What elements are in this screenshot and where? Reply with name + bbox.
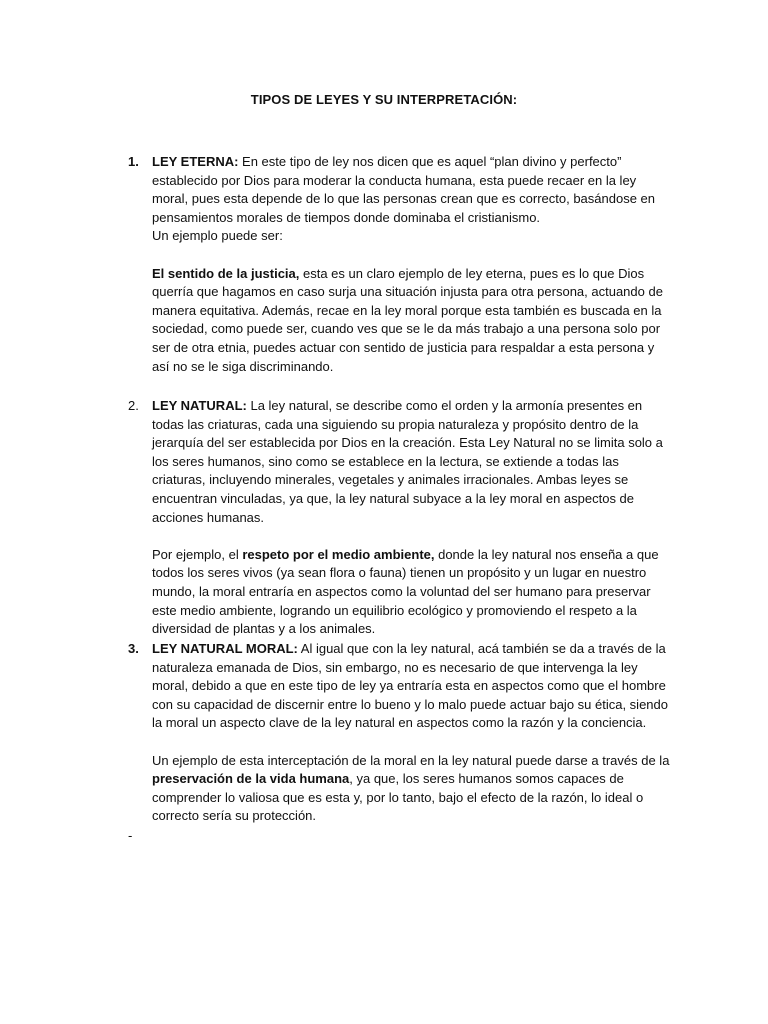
example-pre: Un ejemplo de esta interceptación de la moral en la ley natural puede darse a través de la xyxy=(152,752,670,768)
item-text: En este tipo de ley nos dicen que es aquel “plan divino y perfecto” establecido por Dios para moderar la conducta humana, esta puede recaer en la ley moral, pues esta depende de lo que las personas crean que es correcto, basándose en pensamientos morales de tiempos donde dominaba el cristianismo. xyxy=(152,154,656,225)
example-highlight: respeto por el medio ambiente, xyxy=(242,546,435,562)
item-text: La ley natural, se describe como el orden y la armonía presentes en todas las criaturas, cada una siguiendo su propia naturaleza y propósito dentro de la jerarquía del ser establecida por Dios en la creación. Esta Ley Natural no se limita solo a los seres humanos, sino como se establece en la lectura, se extiende a todas las criaturas, incluyendo minerales, vegetales y animales irracionales. Ambas leyes se encuentran vinculadas, ya que, la ley natural subyace a la ley moral en aspectos de acciones humanas. xyxy=(152,398,663,525)
list-item-ley-natural xyxy=(128,397,672,639)
item-number: 2. xyxy=(128,398,139,413)
item-heading: LEY ETERNA: xyxy=(152,154,239,169)
item-number: 1. xyxy=(128,154,139,169)
example-highlight: El sentido de la justicia, xyxy=(152,265,300,281)
document-title: TIPOS DE LEYES Y SU INTERPRETACIÓN: xyxy=(250,92,518,107)
item-number: 3. xyxy=(128,641,139,656)
example-text: esta es un claro ejemplo de ley eterna, pues es lo que Dios querría que hagamos en caso surja una situación injusta para otra persona, actuando de manera equitativa. Además, recae en la ley moral porque esta también es buscada en la sociedad, como puede ser, cuando ves que se le da más trabajo a una persona solo por ser de otra etnia, puedes actuar con sentido de justicia para respaldar a esta persona y así no se le siga discriminando. xyxy=(152,265,663,374)
item-text: Al igual que con la ley natural, acá también se da a través de la naturaleza emanada de Dios, sin embargo, no es necesario de que intervenga la ley moral, debido a que en este tipo de ley ya entraría esta en aspectos como que el hombre con su capacidad de discernir entre lo bueno y lo malo puede actuar bajo su ética, siendo la moral un aspecto clave de la ley natural en aspectos como la razón y la conciencia. xyxy=(152,641,668,731)
item-example xyxy=(152,265,672,377)
item-heading: LEY NATURAL: xyxy=(152,398,247,413)
list-item-ley-natural-moral xyxy=(128,640,672,826)
item-heading: LEY NATURAL MORAL: xyxy=(152,641,298,656)
example-highlight: preservación de la vida humana xyxy=(152,771,350,787)
example-pre: Por ejemplo, el xyxy=(152,546,243,562)
item-example xyxy=(152,752,672,826)
item-line: Un ejemplo puede ser: xyxy=(152,228,283,244)
example-text: , ya que, los seres humanos somos capaces de comprender lo valiosa que es esta y, por lo tanto, bajo el efecto de la razón, lo ideal o correcto sería su protección. xyxy=(152,771,644,824)
item-paragraph xyxy=(152,153,672,227)
item-paragraph xyxy=(152,397,672,527)
example-text: donde la ley natural nos enseña a que todos los seres vivos (ya sean flora o fauna) tienen un propósito y un lugar en nuestro mundo, la moral entraría en aspectos como la voluntad del ser humano para preservar este medio ambiente, logrando un equilibrio ecológico y promoviendo el respeto a la diversidad de plantas y a los animales. xyxy=(152,546,659,637)
item-paragraph xyxy=(152,640,672,733)
list-item-ley-eterna xyxy=(128,153,672,376)
trailing-mark: - xyxy=(128,828,133,843)
item-example xyxy=(152,546,672,639)
